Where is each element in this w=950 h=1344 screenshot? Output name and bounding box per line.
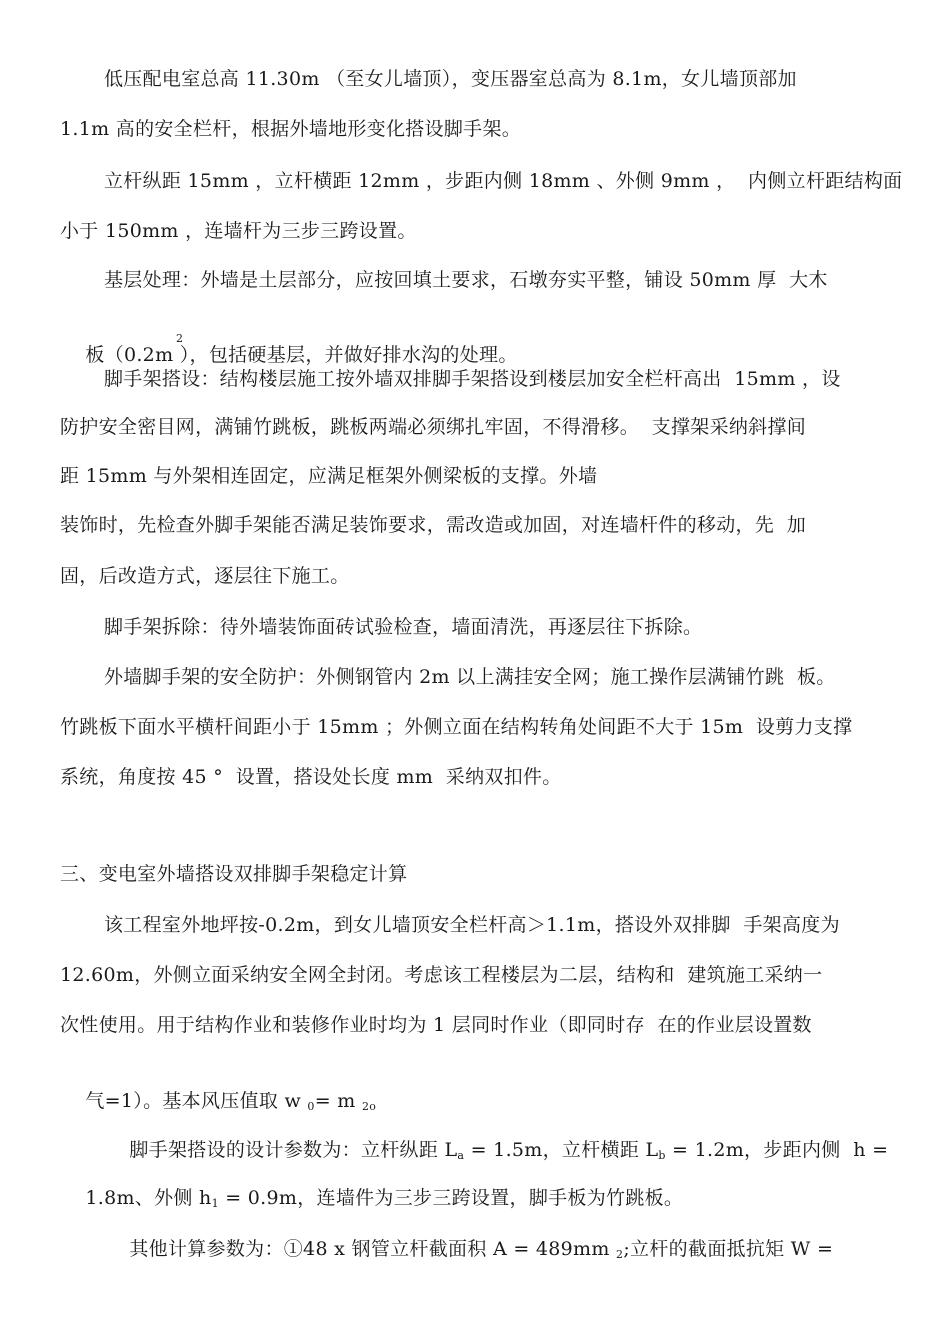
paragraph-line: 外墙脚手架的安全防护：外侧钢管内 2m 以上满挂安全网；施工操作层满铺竹跳 板。 [104, 666, 836, 688]
paragraph-line: 1.1m 高的安全栏杆，根据外墙地形变化搭设脚手架。 [60, 118, 522, 140]
paragraph-line: 竹跳板下面水平横杆间距小于 15mm ；外侧立面在结构转角处间距不大于 15m 设剪力支撑 [60, 716, 853, 738]
paragraph-text: = 1.5m，立杆横距 L [464, 1139, 659, 1161]
paragraph-text: 其他计算参数为：①48 x 钢管立杆截面积 A = 489mm [129, 1238, 617, 1260]
paragraph-text: 板（0.2m ），包括硬基层，并做好排水沟的处理。 [85, 344, 518, 366]
paragraph-line: 低压配电室总高 11.30m （至女儿墙顶），变压器室总高为 8.1m，女儿墙顶部加 [104, 68, 797, 90]
paragraph-line: 脚手架拆除：待外墙装饰面砖试验检查，墙面清洗，再逐层往下拆除。 [104, 616, 703, 638]
paragraph-text: = 0.9m，连墙件为三步三跨设置，脚手板为竹跳板。 [218, 1187, 684, 1209]
paragraph-text: 1.8m、外侧 h [85, 1187, 212, 1209]
paragraph-text: 气=1）。基本风压值取 w [85, 1090, 308, 1112]
paragraph-line: 脚手架搭设：结构楼层施工按外墙双排脚手架搭设到楼层加安全栏杆高出 15mm ，设 [104, 368, 841, 390]
paragraph-text: = m [314, 1090, 362, 1112]
paragraph-line: 防护安全密目网，满铺竹跳板，跳板两端必须绑扎牢固，不得滑移。 支撑架采纳斜撑间 [60, 416, 807, 438]
paragraph-text: 脚手架搭设的设计参数为：立杆纵距 L [129, 1139, 458, 1161]
subscript: 2 [176, 332, 184, 345]
subscript: 1 [211, 1197, 219, 1210]
paragraph-line: 小于 150mm ，连墙杆为三步三跨设置。 [60, 220, 417, 242]
section-heading: 三、变电室外墙搭设双排脚手架稳定计算 [60, 863, 408, 885]
paragraph-line: 装饰时，先检查外脚手架能否满足装饰要求，需改造或加固，对连墙杆件的移动，先 加 [60, 514, 807, 536]
subscript: 0 [307, 1100, 315, 1113]
paragraph-text: ;立杆的截面抵抗矩 W = [623, 1238, 834, 1260]
paragraph-line: 系统，角度按 45 ° 设置，搭设处长度 mm 采纳双扣件。 [60, 766, 562, 788]
paragraph-line: 固，后改造方式，逐层往下施工。 [60, 565, 350, 587]
subscript: 2 [616, 1248, 624, 1261]
paragraph-line: 立杆纵距 15mm ，立杆横距 12mm ，步距内侧 18mm 、外侧 9mm ， 内侧立杆距结构面 [104, 170, 903, 192]
subscript: b [658, 1149, 666, 1162]
paragraph-line: 该工程室外地坪按-0.2m，到女儿墙顶安全栏杆高＞1.1m，搭设外双排脚 手架高度为 [104, 914, 840, 936]
paragraph-line: 12.60m，外侧立面采纳安全网全封闭。考虑该工程楼层为二层，结构和 建筑施工采纳一 [60, 964, 823, 986]
subscript: 2o [361, 1100, 377, 1113]
paragraph-line: 基层处理：外墙是土层部分，应按回填土要求，石墩夯实平整，铺设 50mm 厚 大木 [104, 269, 828, 291]
paragraph-line: 距 15mm 与外架相连固定，应满足框架外侧梁板的支撑。外墙 [60, 465, 598, 487]
paragraph-text: = 1.2m，步距内侧 h = [665, 1139, 889, 1161]
subscript: a [457, 1149, 465, 1162]
paragraph-line [104, 1210, 833, 1294]
paragraph-line: 次性使用。用于结构作业和装修作业时均为 1 层同时作业（即同时存 在的作业层设置数 [60, 1014, 812, 1036]
